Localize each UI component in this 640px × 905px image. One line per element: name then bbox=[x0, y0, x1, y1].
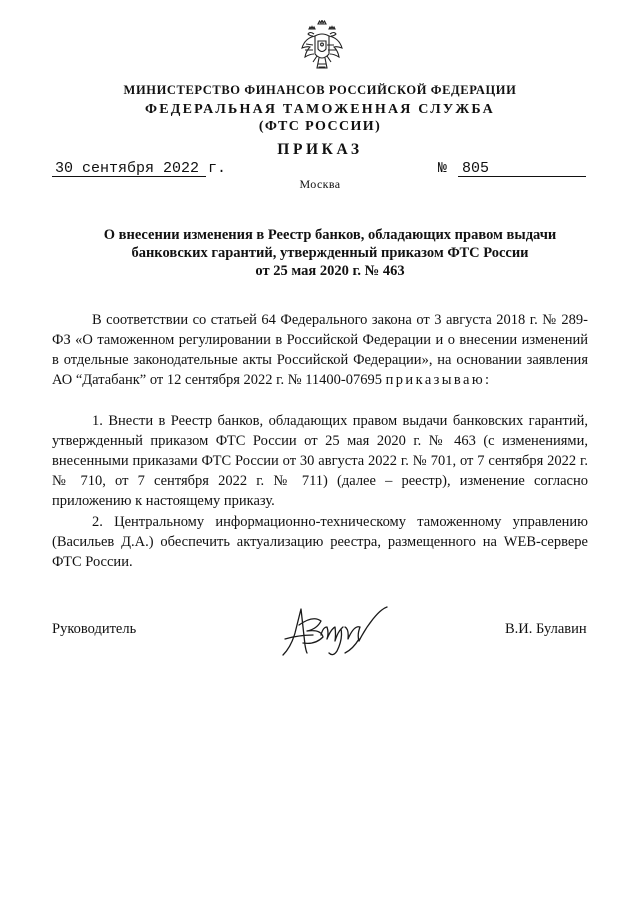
city: Москва bbox=[299, 177, 341, 191]
order-number-label: № bbox=[438, 160, 448, 177]
signatory-name: В.И. Булавин bbox=[505, 621, 587, 637]
preamble-paragraph bbox=[52, 310, 588, 390]
order-date: 30 сентября 2022 г. bbox=[55, 160, 227, 177]
order-subject bbox=[80, 226, 580, 280]
signature-image bbox=[275, 595, 405, 665]
order-number: 805 bbox=[462, 160, 490, 177]
subject-line: от 25 мая 2020 г. № 463 bbox=[255, 263, 405, 279]
order-verb: приказываю: bbox=[385, 372, 492, 388]
ministry-name: МИНИСТЕРСТВО ФИНАНСОВ РОССИЙСКОЙ ФЕДЕРАЦИИ bbox=[123, 83, 517, 97]
subject-line: О внесении изменения в Реестр банков, обладающих правом выдачи bbox=[103, 227, 557, 243]
service-name: ФЕДЕРАЛЬНАЯ ТАМОЖЕННАЯ СЛУЖБА bbox=[145, 102, 495, 117]
document-type: ПРИКАЗ bbox=[277, 141, 363, 158]
preamble-text: В соответствии со статьей 64 Федерального закона от 3 августа 2018 г. № 289-ФЗ «О таможенном регулировании в Российской Федерации и о внесении изменений в отдельные законодательные акты Российской Федерации», на основании заявления АО “Датабанк” от 12 сентября 2022 г. № 11400-07695 bbox=[52, 312, 588, 388]
clause-1-paragraph: 1. Внести в Реестр банков, обладающих правом выдачи банковских гарантий, утвержденный приказом ФТС России от 25 мая 2020 г. № 463 (с изменениями, внесенными приказами ФТС России от 30 августа 2022 г. № 701, от 7 сентября 2022 г. № 710, от 7 сентября 2022 г. № 711) (далее – реестр), изменение согласно приложению к настоящему приказу. bbox=[52, 413, 588, 509]
coat-of-arms-icon bbox=[300, 20, 344, 72]
subject-line: банковских гарантий, утвержденный приказом ФТС России bbox=[131, 245, 529, 261]
clause-2-paragraph: 2. Центральному информационно-техническому таможенному управлению (Васильев Д.А.) обеспечить актуализацию реестра, размещенного на WEB-сервере ФТС России. bbox=[52, 514, 588, 570]
signatory-role: Руководитель bbox=[52, 621, 137, 637]
service-short-name: (ФТС РОССИИ) bbox=[258, 119, 382, 134]
